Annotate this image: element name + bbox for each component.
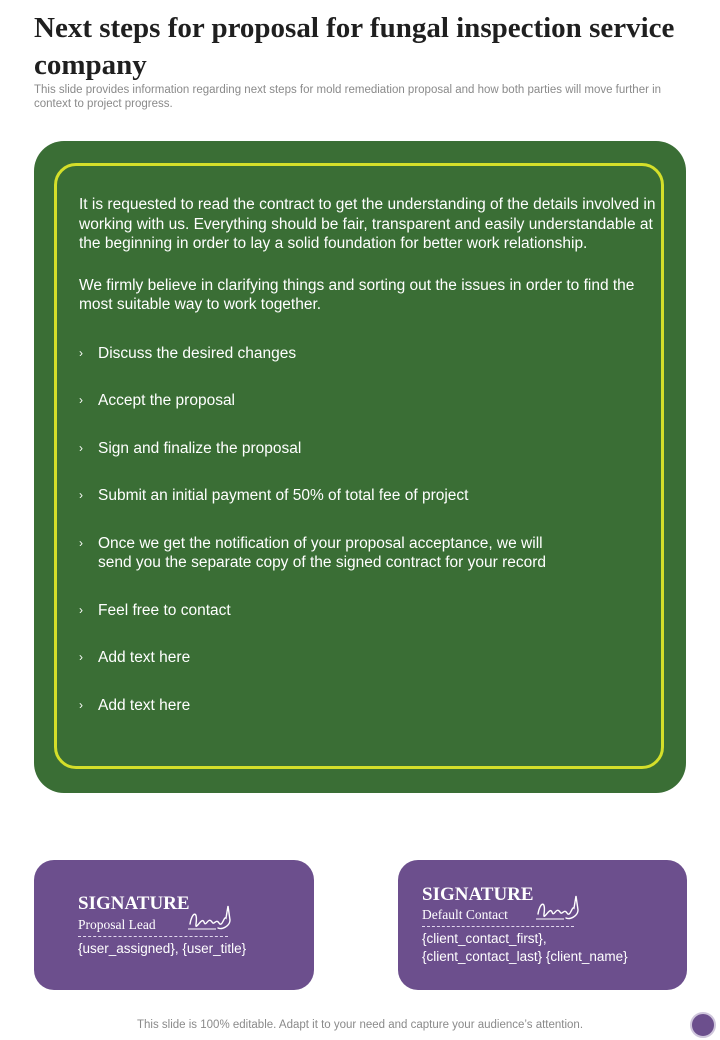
list-item-text: Accept the proposal: [98, 392, 236, 409]
list-item-text: Add text here: [98, 649, 191, 666]
signature-card-default-contact: [398, 860, 687, 990]
signature-line: [422, 926, 574, 927]
signature-values-line-2: {client_contact_last} {client_name}: [422, 949, 628, 964]
signature-role: Default Contact: [422, 907, 508, 922]
signature-role: Proposal Lead: [78, 917, 156, 932]
signature-values: {user_assigned}, {user_title}: [78, 941, 247, 956]
chevron-right-icon: ›: [79, 440, 83, 455]
chevron-right-icon: ›: [79, 535, 83, 550]
signature-scribble-icon: [534, 892, 584, 928]
list-item: [79, 391, 578, 411]
signature-values-line-1: {client_contact_first},: [422, 931, 547, 946]
signature-scribble-icon: [186, 902, 236, 938]
chevron-right-icon: ›: [79, 488, 83, 502]
chevron-right-icon: ›: [79, 602, 83, 617]
list-item: [79, 648, 578, 668]
list-item-text: Feel free to contact: [98, 601, 231, 619]
chevron-right-icon: ›: [79, 697, 83, 712]
list-item: [79, 486, 578, 506]
list-item-text: Add text here: [98, 696, 191, 714]
page-title: Next steps for proposal for fungal inspection service company: [34, 12, 675, 81]
list-item-text: Discuss the desired changes: [98, 344, 297, 362]
footer-note: This slide is 100% editable. Adapt it to your need and capture your audience’s attention.: [136, 1019, 584, 1031]
signature-values: [422, 930, 628, 966]
list-item-text: Once we get the notification of your proposal acceptance, we will send you the separate copy of the signed contract for your record: [98, 534, 547, 571]
next-steps-panel: [34, 141, 686, 793]
intro-paragraph: It is requested to read the contract to get the understanding of the details involved in working with us. Everything should be fair, transparent and easily understandable at the beginning in order to lay a solid foundation for better work relationship.: [79, 196, 656, 252]
signature-heading: SIGNATURE: [78, 893, 190, 914]
list-item-text: Sign and finalize the proposal: [98, 439, 302, 457]
list-item-text: Submit an initial payment of 50% of total fee of project: [98, 487, 469, 504]
panel-content: [79, 195, 659, 743]
signature-heading: SIGNATURE: [422, 884, 534, 905]
list-item: [79, 534, 578, 573]
list-item: [79, 439, 578, 459]
chevron-right-icon: ›: [79, 650, 83, 664]
list-item: [79, 601, 578, 621]
signature-line: [78, 936, 228, 937]
page-indicator-dot: [690, 1012, 716, 1038]
steps-list: [79, 344, 659, 716]
page-subtitle: This slide provides information regarding next steps for mold remediation proposal and how both parties will move further in context to project progress.: [34, 84, 662, 110]
list-item: [79, 696, 578, 716]
list-item: [79, 344, 578, 364]
chevron-right-icon: ›: [79, 345, 83, 360]
signature-card-proposal-lead: [34, 860, 314, 990]
belief-paragraph: We firmly believe in clarifying things and sorting out the issues in order to find the most suitable way to work together.: [79, 276, 635, 313]
chevron-right-icon: ›: [79, 393, 83, 407]
